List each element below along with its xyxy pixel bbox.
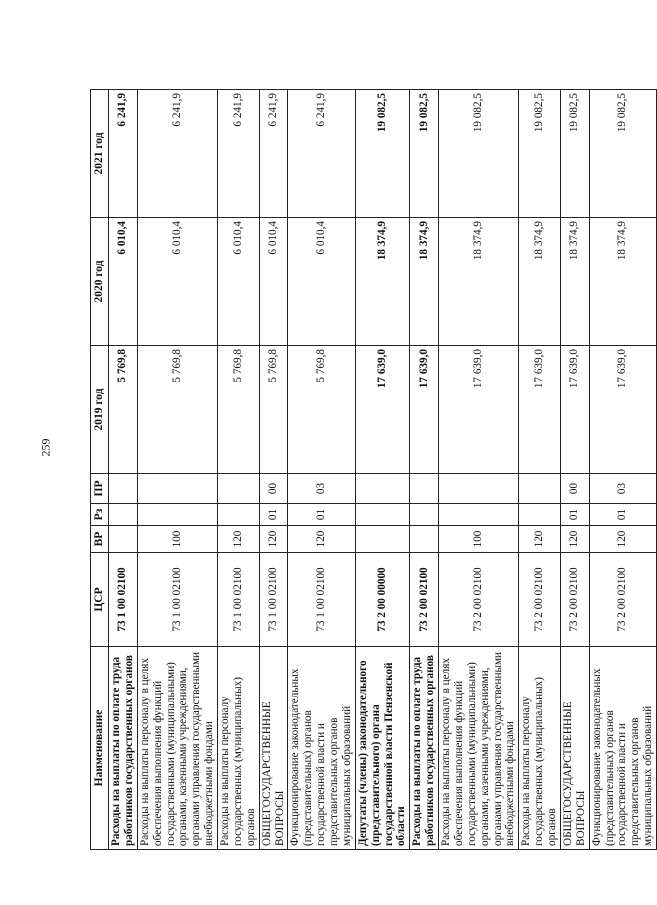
csr-code-cell: 73 1 00 02100 (218, 553, 260, 647)
amount-2020-cell: 6 010,4 (109, 218, 138, 346)
amount-2020-cell: 18 374,9 (589, 218, 656, 346)
row-name-cell: ОБЩЕГОСУДАРСТВЕННЫЕ ВОПРОСЫ (259, 647, 288, 850)
amount-2021-cell: 19 082,5 (560, 90, 589, 218)
rz-code-cell (218, 504, 260, 526)
vr-code-cell: 120 (218, 526, 260, 553)
amount-2019-cell: 17 639,0 (410, 346, 439, 474)
column-header: 2021 год (91, 90, 109, 218)
amount-2019-cell: 5 769,8 (137, 346, 217, 474)
rz-code-cell (519, 504, 561, 526)
row-name-cell: Расходы на выплаты персоналу государственных (муниципальных) органов (218, 647, 260, 850)
amount-2020-cell: 6 010,4 (288, 218, 355, 346)
table-row (109, 90, 138, 850)
vr-code-cell: 120 (519, 526, 561, 553)
column-header: ВР (91, 526, 109, 553)
vr-code-cell: 120 (589, 526, 656, 553)
rz-code-cell (137, 504, 217, 526)
csr-code-cell: 73 1 00 02100 (137, 553, 217, 647)
pr-code-cell: 03 (288, 474, 355, 504)
row-name-cell: ОБЩЕГОСУДАРСТВЕННЫЕ ВОПРОСЫ (560, 647, 589, 850)
row-name-cell: Расходы на выплаты по оплате труда работников государственных органов (410, 647, 439, 850)
amount-2021-cell: 19 082,5 (439, 90, 519, 218)
pr-code-cell (410, 474, 439, 504)
table-row (589, 90, 656, 850)
amount-2021-cell: 19 082,5 (355, 90, 410, 218)
table-body (109, 90, 657, 850)
rz-code-cell (439, 504, 519, 526)
table-header-row (91, 90, 109, 850)
table-row (218, 90, 260, 850)
row-name-cell: Расходы на выплаты персоналу государственных (муниципальных) органов (519, 647, 561, 850)
amount-2020-cell: 18 374,9 (519, 218, 561, 346)
pr-code-cell (355, 474, 410, 504)
column-header: ЦСР (91, 553, 109, 647)
table-row (355, 90, 410, 850)
rotated-table-container (90, 90, 655, 850)
rz-code-cell (109, 504, 138, 526)
table-row (137, 90, 217, 850)
column-header: 2020 год (91, 218, 109, 346)
page-number: 259 (38, 438, 53, 457)
pr-code-cell (109, 474, 138, 504)
row-name-cell: Функционирование законодательных (представительных) органов государственной власти и представительных органов муниципальных образований (288, 647, 355, 850)
amount-2021-cell: 19 082,5 (589, 90, 656, 218)
table-row (288, 90, 355, 850)
amount-2021-cell: 6 241,9 (109, 90, 138, 218)
csr-code-cell: 73 1 00 02100 (259, 553, 288, 647)
csr-code-cell: 73 2 00 02100 (560, 553, 589, 647)
amount-2019-cell: 17 639,0 (519, 346, 561, 474)
vr-code-cell: 100 (137, 526, 217, 553)
rz-code-cell: 01 (259, 504, 288, 526)
vr-code-cell: 120 (560, 526, 589, 553)
pr-code-cell: 03 (589, 474, 656, 504)
csr-code-cell: 73 2 00 00000 (355, 553, 410, 647)
amount-2021-cell: 6 241,9 (259, 90, 288, 218)
table-row (259, 90, 288, 850)
amount-2020-cell: 18 374,9 (560, 218, 589, 346)
column-header: Наименование (91, 647, 109, 850)
csr-code-cell: 73 1 00 02100 (109, 553, 138, 647)
rz-code-cell (410, 504, 439, 526)
row-name-cell: Расходы на выплаты персоналу в целях обеспечения выполнения функций государственными (муниципальными) органами, казенными учреждениями, органами управления государственными внебюджетными фондами (137, 647, 217, 850)
budget-table (90, 89, 657, 850)
amount-2021-cell: 19 082,5 (410, 90, 439, 218)
rz-code-cell: 01 (288, 504, 355, 526)
amount-2019-cell: 17 639,0 (589, 346, 656, 474)
amount-2021-cell: 6 241,9 (288, 90, 355, 218)
pr-code-cell (519, 474, 561, 504)
amount-2019-cell: 5 769,8 (259, 346, 288, 474)
amount-2021-cell: 6 241,9 (137, 90, 217, 218)
vr-code-cell: 120 (259, 526, 288, 553)
amount-2020-cell: 18 374,9 (410, 218, 439, 346)
amount-2020-cell: 6 010,4 (259, 218, 288, 346)
table-row (439, 90, 519, 850)
amount-2019-cell: 17 639,0 (439, 346, 519, 474)
row-name-cell: Функционирование законодательных (представительных) органов государственной власти и представительных органов муниципальных образований (589, 647, 656, 850)
pr-code-cell (218, 474, 260, 504)
amount-2020-cell: 18 374,9 (439, 218, 519, 346)
csr-code-cell: 73 2 00 02100 (519, 553, 561, 647)
table-row (410, 90, 439, 850)
csr-code-cell: 73 2 00 02100 (589, 553, 656, 647)
amount-2021-cell: 6 241,9 (218, 90, 260, 218)
pr-code-cell (137, 474, 217, 504)
vr-code-cell (410, 526, 439, 553)
row-name-cell: Расходы на выплаты по оплате труда работников государственных органов (109, 647, 138, 850)
rz-code-cell: 01 (560, 504, 589, 526)
vr-code-cell: 100 (439, 526, 519, 553)
csr-code-cell: 73 1 00 02100 (288, 553, 355, 647)
column-header: ПР (91, 474, 109, 504)
vr-code-cell (355, 526, 410, 553)
amount-2019-cell: 5 769,8 (288, 346, 355, 474)
vr-code-cell: 120 (288, 526, 355, 553)
csr-code-cell: 73 2 00 02100 (410, 553, 439, 647)
column-header: 2019 год (91, 346, 109, 474)
column-header: Рз (91, 504, 109, 526)
row-name-cell: Расходы на выплаты персоналу в целях обеспечения выполнения функций государственными (муниципальными) органами, казенными учреждениями, органами управления государственными внебюджетными фондами (439, 647, 519, 850)
table-row (560, 90, 589, 850)
row-name-cell: Депутаты (члены) законодательного (представительного) органа государственной власти Пензенской области (355, 647, 410, 850)
pr-code-cell (439, 474, 519, 504)
vr-code-cell (109, 526, 138, 553)
pr-code-cell: 00 (560, 474, 589, 504)
amount-2019-cell: 5 769,8 (109, 346, 138, 474)
amount-2020-cell: 6 010,4 (137, 218, 217, 346)
amount-2020-cell: 6 010,4 (218, 218, 260, 346)
amount-2019-cell: 17 639,0 (355, 346, 410, 474)
pr-code-cell: 00 (259, 474, 288, 504)
amount-2020-cell: 18 374,9 (355, 218, 410, 346)
rz-code-cell (355, 504, 410, 526)
amount-2019-cell: 5 769,8 (218, 346, 260, 474)
rz-code-cell: 01 (589, 504, 656, 526)
table-row (519, 90, 561, 850)
amount-2019-cell: 17 639,0 (560, 346, 589, 474)
amount-2021-cell: 19 082,5 (519, 90, 561, 218)
csr-code-cell: 73 2 00 02100 (439, 553, 519, 647)
